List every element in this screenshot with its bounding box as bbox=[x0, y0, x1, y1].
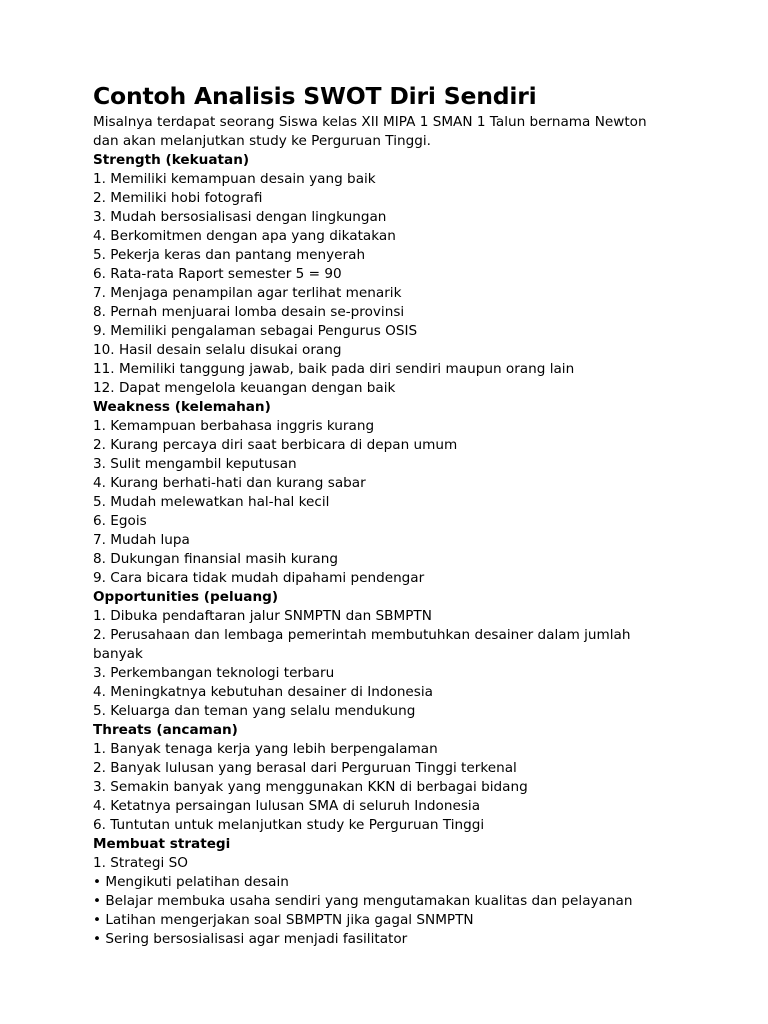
list-item: 2. Kurang percaya diri saat berbicara di depan umum bbox=[93, 437, 458, 453]
list-item: 1. Dibuka pendaftaran jalur SNMPTN dan SBMPTN bbox=[93, 608, 432, 624]
list-item: • Mengikuti pelatihan desain bbox=[93, 874, 289, 890]
strength-list bbox=[93, 170, 733, 398]
threats-heading: Threats (ancaman) bbox=[93, 722, 238, 738]
list-item: 2. Memiliki hobi fotografi bbox=[93, 190, 263, 206]
list-item: 6. Rata-rata Raport semester 5 = 90 bbox=[93, 266, 342, 282]
strength-section bbox=[93, 151, 733, 398]
list-item: 5. Keluarga dan teman yang selalu mendukung bbox=[93, 703, 416, 719]
list-item: 4. Ketatnya persaingan lulusan SMA di seluruh Indonesia bbox=[93, 798, 481, 814]
list-item: 2. Banyak lulusan yang berasal dari Perguruan Tinggi terkenal bbox=[93, 760, 517, 776]
list-item: 8. Pernah menjuarai lomba desain se-provinsi bbox=[93, 304, 405, 320]
list-item: • Sering bersosialisasi agar menjadi fasilitator bbox=[93, 931, 408, 947]
list-item: 3. Perkembangan teknologi terbaru bbox=[93, 665, 335, 681]
opportunities-section bbox=[93, 588, 733, 721]
list-item: 6. Egois bbox=[93, 513, 147, 529]
list-item: 4. Berkomitmen dengan apa yang dikatakan bbox=[93, 228, 396, 244]
strategy-subheading: 1. Strategi SO bbox=[93, 855, 188, 871]
list-item: 7. Mudah lupa bbox=[93, 532, 190, 548]
list-item: 5. Pekerja keras dan pantang menyerah bbox=[93, 247, 366, 263]
strategy-section bbox=[93, 835, 733, 949]
list-item: 7. Menjaga penampilan agar terlihat menarik bbox=[93, 285, 402, 301]
intro-paragraph: Misalnya terdapat seorang Siswa kelas XII MIPA 1 SMAN 1 Talun bernama Newton dan akan melanjutkan study ke Perguruan Tinggi. bbox=[93, 114, 647, 149]
list-item: 5. Mudah melewatkan hal-hal kecil bbox=[93, 494, 330, 510]
threats-list bbox=[93, 740, 733, 835]
document-page bbox=[93, 81, 733, 949]
strength-heading: Strength (kekuatan) bbox=[93, 152, 250, 168]
threats-section bbox=[93, 721, 733, 835]
list-item: • Latihan mengerjakan soal SBMPTN jika gagal SNMPTN bbox=[93, 912, 474, 928]
list-item: 9. Cara bicara tidak mudah dipahami pendengar bbox=[93, 570, 425, 586]
list-item: 3. Sulit mengambil keputusan bbox=[93, 456, 297, 472]
list-item: 4. Kurang berhati-hati dan kurang sabar bbox=[93, 475, 366, 491]
strategy-heading: Membuat strategi bbox=[93, 836, 231, 852]
opportunities-heading: Opportunities (peluang) bbox=[93, 589, 279, 605]
opportunities-list bbox=[93, 607, 733, 721]
list-item: 3. Semakin banyak yang menggunakan KKN di berbagai bidang bbox=[93, 779, 528, 795]
list-item: 10. Hasil desain selalu disukai orang bbox=[93, 342, 342, 358]
list-item: 8. Dukungan finansial masih kurang bbox=[93, 551, 338, 567]
weakness-list bbox=[93, 417, 733, 588]
list-item: 9. Memiliki pengalaman sebagai Pengurus OSIS bbox=[93, 323, 418, 339]
list-item: 4. Meningkatnya kebutuhan desainer di Indonesia bbox=[93, 684, 433, 700]
list-item: 1. Kemampuan berbahasa inggris kurang bbox=[93, 418, 375, 434]
list-item: 1. Memiliki kemampuan desain yang baik bbox=[93, 171, 376, 187]
strategy-list bbox=[93, 854, 733, 949]
list-item: 11. Memiliki tanggung jawab, baik pada diri sendiri maupun orang lain bbox=[93, 361, 575, 377]
document-title: Contoh Analisis SWOT Diri Sendiri bbox=[93, 82, 537, 110]
weakness-section bbox=[93, 398, 733, 588]
list-item: 3. Mudah bersosialisasi dengan lingkungan bbox=[93, 209, 387, 225]
weakness-heading: Weakness (kelemahan) bbox=[93, 399, 271, 415]
list-item: 6. Tuntutan untuk melanjutkan study ke Perguruan Tinggi bbox=[93, 817, 485, 833]
list-item: • Belajar membuka usaha sendiri yang mengutamakan kualitas dan pelayanan bbox=[93, 893, 633, 909]
list-item: 1. Banyak tenaga kerja yang lebih berpengalaman bbox=[93, 741, 438, 757]
list-item: 2. Perusahaan dan lembaga pemerintah membutuhkan desainer dalam jumlah banyak bbox=[93, 627, 631, 662]
list-item: 12. Dapat mengelola keuangan dengan baik bbox=[93, 380, 396, 396]
